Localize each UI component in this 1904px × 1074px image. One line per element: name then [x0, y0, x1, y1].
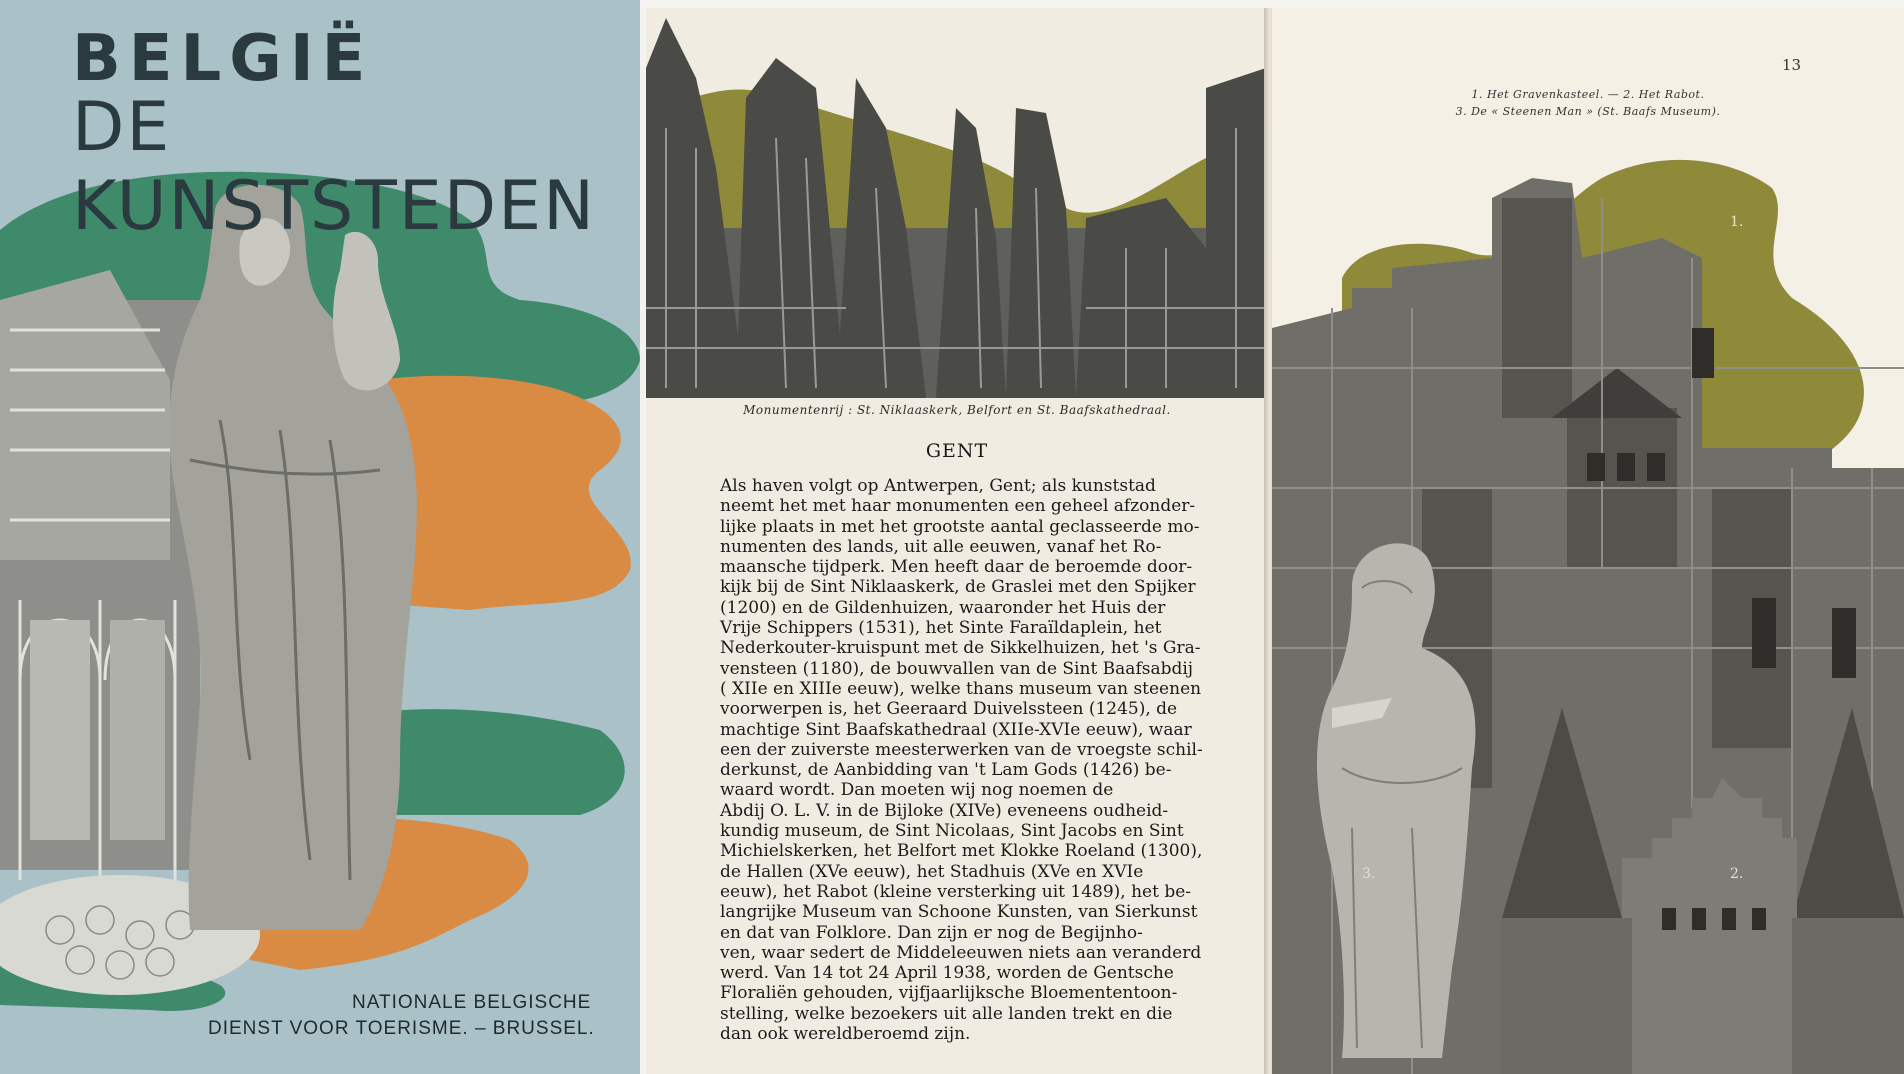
cover-title-kunststeden: DE KUNSTSTEDEN [72, 88, 596, 246]
body-line: langrijke Museum van Schoone Kunsten, van Sierkunst [720, 902, 1198, 923]
body-line: kijk bij de Sint Niklaaskerk, de Graslei met den Spijker [720, 577, 1196, 598]
madonna-statue-illustration [169, 185, 417, 930]
body-line: een der zuiverste meesterwerken van de vroegste schil- [720, 739, 1203, 760]
body-line: Abdij O. L. V. in de Bijloke (XIVe) eveneens oudheid- [720, 800, 1169, 821]
cover-title-belgie: BELGIË [72, 22, 374, 96]
right-page [1272, 8, 1904, 1074]
photo-marker-2: 2. [1730, 866, 1744, 882]
body-line: dan ook wereldberoemd zijn. [720, 1024, 971, 1045]
body-line: numenten des lands, uit alle eeuwen, vanaf het Ro- [720, 536, 1162, 557]
gravensteen-collage [1272, 8, 1904, 1074]
body-line: machtige Sint Baafskathedraal (XIIe-XVIe eeuw), waar [720, 719, 1192, 740]
brochure-cover [0, 0, 640, 1074]
gent-body-text [720, 476, 1226, 1044]
body-line: voorwerpen is, het Geeraard Duivelssteen (1245), de [720, 699, 1178, 720]
body-line: lijke plaats in met het grootste aantal geclasseerde mo- [720, 516, 1200, 537]
body-line: Als haven volgt op Antwerpen, Gent; als kunststad [720, 476, 1156, 496]
street-photo-caption: Monumentenrij : St. Niklaaskerk, Belfort en St. Baafskathedraal. [743, 403, 1171, 417]
body-line: Vrije Schippers (1531), het Sinte Faraïldaplein, het [720, 618, 1162, 639]
body-line: Michielskerken, het Belfort met Klokke Roeland (1300), [720, 841, 1203, 862]
gent-street-photo [646, 8, 1268, 398]
body-line: maansche tijdperk. Men heeft daar de beroemde door- [720, 557, 1193, 578]
cover-publisher-line1: NATIONALE BELGISCHE [352, 992, 592, 1013]
collage-caption-line2: 3. De « Steenen Man » (St. Baafs Museum). [1455, 105, 1721, 118]
cover-publisher-line2: DIENST VOOR TOERISME. – BRUSSEL. [208, 1018, 595, 1039]
body-line: en dat van Folklore. Dan zijn er nog de Begijnho- [720, 922, 1143, 943]
photo-marker-3: 3. [1362, 866, 1376, 882]
body-line: neemt het met haar monumenten een geheel afzonder- [720, 496, 1196, 517]
page-number: 13 [1782, 56, 1802, 74]
body-line: kundig museum, de Sint Nicolaas, Sint Jacobs en Sint [720, 821, 1184, 842]
body-line: Nederkouter-kruispunt met de Sikkelhuizen, het 's Gra- [720, 638, 1201, 659]
body-line: derkunst, de Aanbidding van 't Lam Gods (1426) be- [720, 760, 1172, 781]
left-page [646, 8, 1268, 1074]
section-heading-gent: GENT [925, 440, 989, 462]
body-line: Floraliën gehouden, vijfjaarlijksche Bloemententoon- [720, 983, 1178, 1004]
body-line: ven, waar sedert de Middeleeuwen niets aan veranderd [720, 942, 1202, 963]
collage-caption-line1: 1. Het Gravenkasteel. — 2. Het Rabot. [1471, 88, 1705, 101]
body-line: vensteen (1180), de bouwvallen van de Sint Baafsabdij [720, 658, 1194, 679]
photo-marker-1: 1. [1730, 214, 1744, 230]
body-line: stelling, welke bezoekers uit alle landen trekt en die [720, 1003, 1173, 1024]
body-line: werd. Van 14 tot 24 April 1938, worden de Gentsche [720, 963, 1174, 984]
body-line: (1200) en de Gildenhuizen, waaronder het Huis der [720, 597, 1166, 618]
body-line: de Hallen (XVe eeuw), het Stadhuis (XVe en XVIe [720, 861, 1144, 882]
body-line: ( XIIe en XIIIe eeuw), welke thans museum van steenen [720, 678, 1202, 699]
body-line: eeuw), het Rabot (kleine versterking uit 1489), het be- [720, 881, 1192, 902]
body-line: waard wordt. Dan moeten wij nog noemen de [720, 780, 1114, 801]
